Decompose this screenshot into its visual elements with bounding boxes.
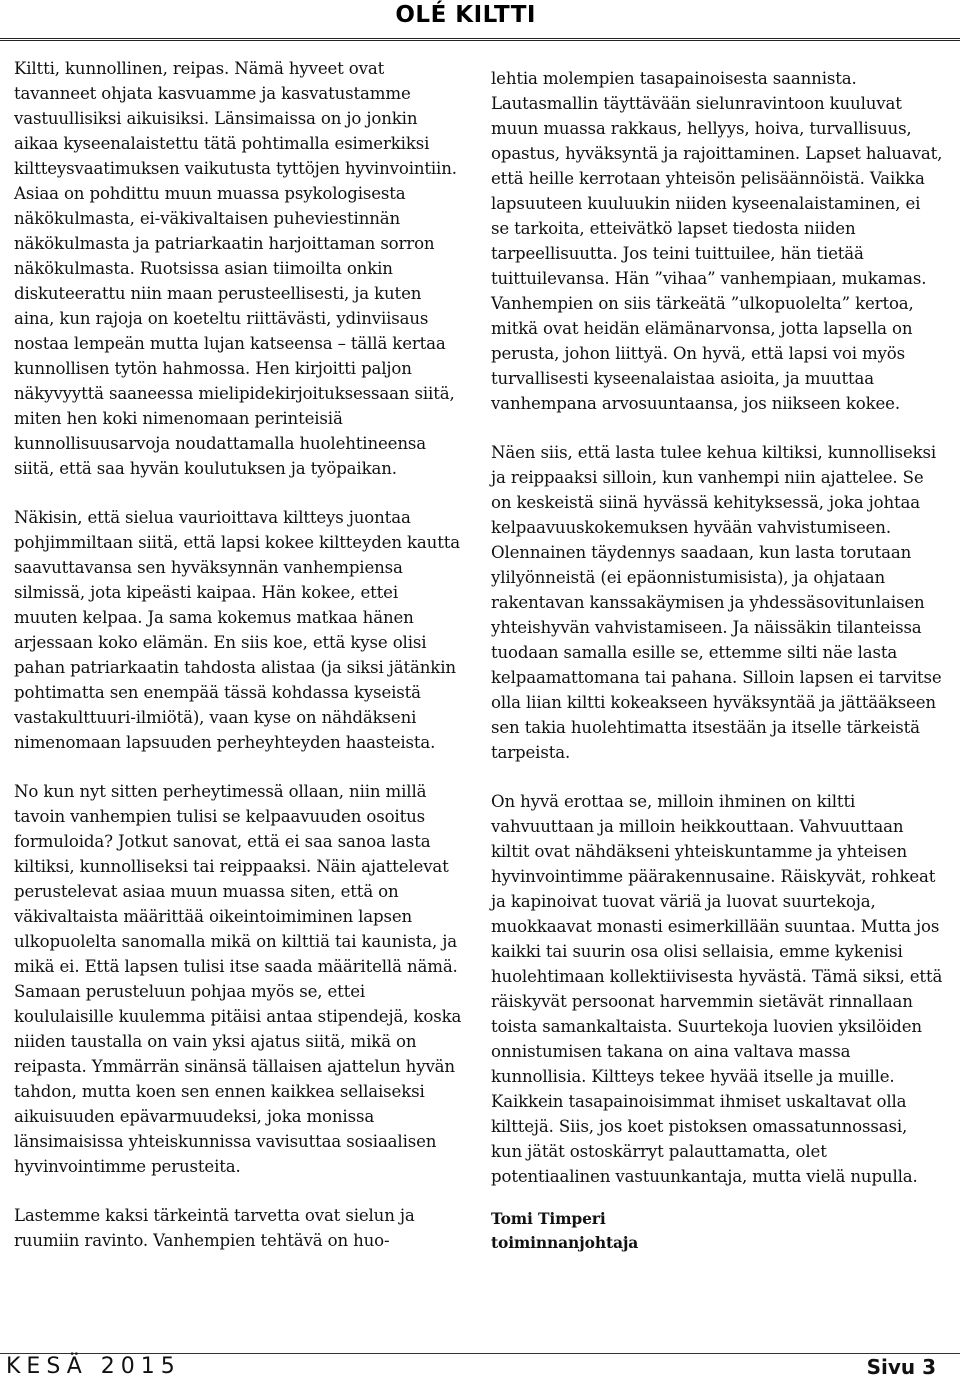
article-paragraph: Näen siis, että lasta tulee kehua kiltiksi, kunnolliseksi ja reippaaksi silloin, kun vanhempi niin ajattelee. Se on keskeistä siinä hyvässä kehityksessä, joka johtaa kelpaavuuskokemuksen hyvään vahvistumiseen. Olennainen täydennys saadaan, kun lasta torutaan ylilyönneistä (ei epäonnistumisista), ja ohjataan rakentavan kanssakäymisen ja yhdessäsovitunlaisen yhteishyvän vahvistamiseen. Ja näissäkin tilanteissa tuodaan samalla esille se, ettemme silti näe lasta kelpaamattomana tai pahana. Silloin lapsen ei tarvitse olla liian kiltti kokeakseen hyväksyntää ja jättääkseen sen takia huolehtimatta itsestään ja itselle tärkeistä tarpeista. [491,443,942,762]
page-title: OLÉ KILTTI [395,2,536,28]
article-paragraph: On hyvä erottaa se, milloin ihminen on kiltti vahvuuttaan ja milloin heikkouttaan. Vahvuuttaan kiltit ovat nähdäkseni yhteiskuntamme ja yhteisen hyvinvointimme päärakennusaine. Räiskyvät, rohkeat ja kapinoivat tuovat väriä ja luovat suurtekoja, muokkaavat monasti esimerkillään suuntaa. Mutta jos kaikki tai suurin osa olisi sellaisia, emme kykenisi huolehtimaan kollektiivisesta hyvästä. Tämä siksi, että räiskyvät persoonat harvemmin sietävät rinnallaan toista samankaltaista. Suurtekoja luovien yksilöiden onnistumisen takana on aina valtava massa kunnollisia. Kiltteys tekee hyvää itselle ja muille. Kaikkein tasapainoisimmat ihmiset uskaltavat olla kilttejä. Siis, jos koet pistoksen omassatunnossasi, kun jätät ostoskärryt palauttamatta, olet potentiaalinen vastuunkantaja, mutta vielä nupulla. [491,792,943,1186]
issue-label: KESÄ 2015 [6,1354,181,1379]
article-paragraph: lehtia molempien tasapainoisesta saannista. Lautasmallin täyttävään sielunravintoon kuuluvat muun muassa rakkaus, hellyys, hoiva, turvallisuus, opastus, hyväksyntä ja rajoittaminen. Lapset haluavat, että heille kerrotaan yhteisön pelisäännöistä. Vaikka lapsuuteen kuuluukin niiden kyseenalaistaminen, ei se tarkoita, etteivätkö lapset tiedosta niiden tarpeellisuutta. Jos teini tuittuilee, hän tietää tuittuilevansa. Hän ”vihaa” vanhempiaan, mukamas. Vanhempien on siis tärkeätä ”ulkopuolelta” kertoa, mitkä ovat heidän elämänarvonsa, jotta lapsella on perusta, johon liittyä. On hyvä, että lapsi voi myös turvallisesti kyseenalaistaa asioita, ja muuttaa vanhempana arvosuuntaansa, jos niikseen kokee. [491,69,943,413]
article-paragraph: No kun nyt sitten perheytimessä ollaan, niin millä tavoin vanhempien tulisi se kelpaavuuden osoitus formuloida? Jotkut sanovat, että ei saa sanoa lasta kiltiksi, kunnolliseksi tai reippaaksi. Näin ajattelevat perustelevat asiaa muun muassa siten, että on väkivaltaista määrittää oikeintoimiminen lapsen ulkopuolelta sanomalla mikä on kilttiä tai kaunista, ja mikä ei. Että lapsen tulisi itse saada määritellä nämä. Samaan perusteluun pohjaa myös se, ettei koululaisille kuulemma pitäisi antaa stipendejä, koska niiden taustalla on vain yksi ajatus siitä, mikä on reipasta. Ymmärrän sinänsä tällaisen ajattelun hyvän tahdon, mutta koen sen ennen kaikkea sellaiseksi aikuisuuden epävarmuudeksi, joka monissa länsimaisissa yhteiskunnissa vavisuttaa sosiaalisen hyvinvointimme perusteita. [14,782,462,1176]
header-divider [0,38,960,41]
article-paragraph: Lastemme kaksi tärkeintä tarvetta ovat sielun ja ruumiin ravinto. Vanhempien tehtävä on huo- [14,1206,415,1250]
article-right-column [491,66,943,1255]
author-name: Tomi Timperi [491,1209,606,1228]
page-number: Sivu 3 [866,1355,936,1379]
article-paragraph: Näkisin, että sielua vaurioittava kiltteys juontaa pohjimmiltaan siitä, että lapsi kokee kiltteyden kautta saavuttavansa sen hyväksynnän vanhempiensa silmissä, jota kipeästi kaipaa. Hän kokee, ettei muuten kelpaa. Ja sama kokemus matkaa hänen arjessaan koko elämän. En siis koe, että kyse olisi pahan patriarkaatin tahdosta alistaa (ja siksi jätänkin pohtimatta sen enempää tässä kohdassa kyseistä vastakulttuuri-ilmiötä), vaan kyse on nähdäkseni nimenomaan lapsuuden perheyhteyden haasteista. [14,508,460,752]
author-signature [491,1207,943,1255]
author-role: toiminnanjohtaja [491,1233,639,1252]
article-paragraph: Kiltti, kunnollinen, reipas. Nämä hyveet ovat tavanneet ohjata kasvuamme ja kasvatustamme vastuullisiksi aikuisiksi. Länsimaissa on jo jonkin aikaa kyseenalaistettu tätä pohtimalla esimerkiksi kiltteysvaatimuksen vaikutusta tyttöjen hyvinvointiin. Asiaa on pohdittu muun muassa psykologisesta näkökulmasta, ei-väkivaltaisen puheviestinnän näkökulmasta ja patriarkaatin harjoittaman sorron näkökulmasta. Ruotsissa asian tiimoilta onkin diskuteerattu niin maan perusteellisesti, ja kuten aina, kun rajoja on koeteltu riittävästi, ydinviisaus nostaa lempeän mutta lujan katseensa – tällä kertaa kunnollisen tytön hahmossa. Hen kirjoitti paljon näkyvyyttä saaneessa mielipidekirjoituksessaan siitä, miten hen koki nimenomaan perinteisiä kunnollisuusarvoja noudattamalla huolehtineensa siitä, että saa hyvän koulutuksen ja työpaikan. [14,59,457,478]
article-left-column [14,56,464,1277]
